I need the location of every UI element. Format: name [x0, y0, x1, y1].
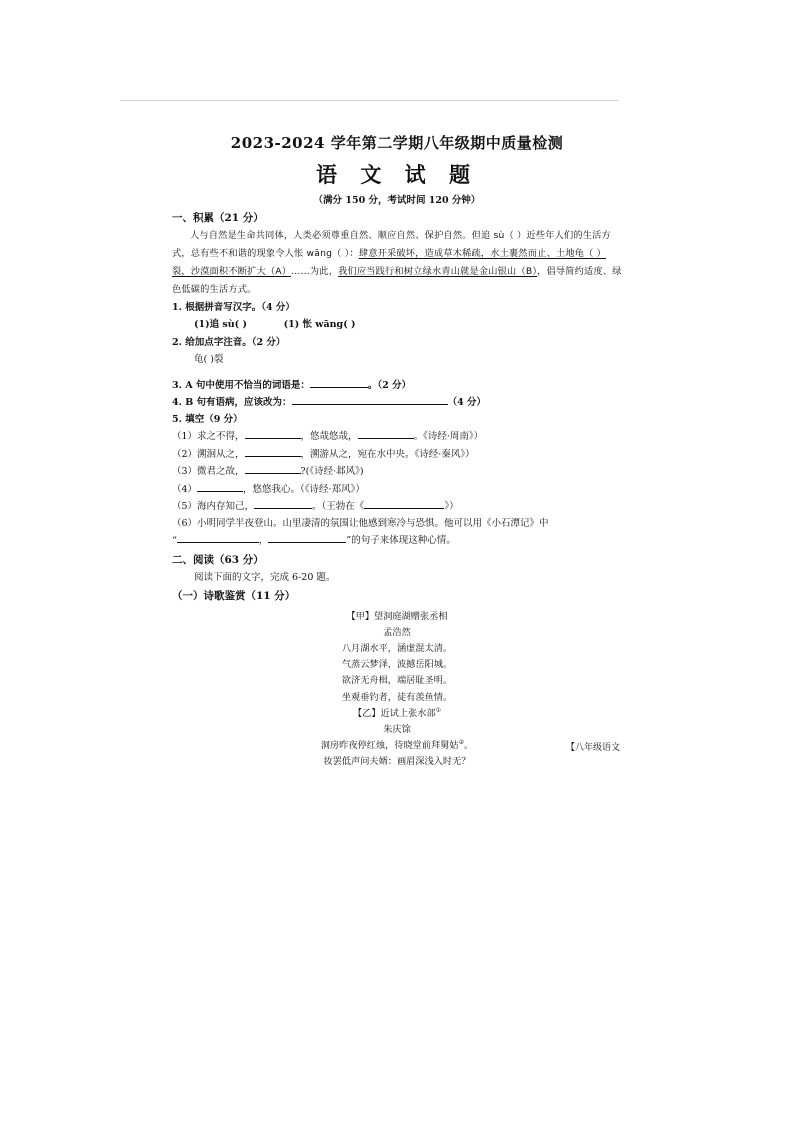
fill-item-6-text-a: （6）小明同学半夜登山。山里凄清的氛围让他感到寒冷与恐惧。他可以用《小石潭记》中 [172, 517, 549, 529]
fill-item-1 [172, 428, 622, 446]
question-1-label: 1. 根据拼音写汉字。（4 分） [172, 302, 295, 313]
question-2-item[interactable]: 龟( )裂 [194, 354, 224, 365]
page-footer: 【八年级语文 [566, 743, 621, 753]
fill-item-3-text-b: ?(《诗经·邶风》) [300, 466, 364, 477]
fill-item-2-text-b: ，溯游从之，宛在水中央。《诗经·秦风》） [300, 448, 475, 460]
fill-item-1-blank-2[interactable] [358, 428, 414, 439]
poem2-title: 【乙】近试上张水部 [352, 707, 436, 719]
question-2-label: 2. 给加点字注音。（2 分） [172, 337, 286, 348]
poem1-title: 【甲】望洞庭湖赠张丞相 [346, 610, 448, 622]
poem2-line-1-end: 。 [464, 740, 474, 752]
section2-intro: 阅读下面的文字，完成 6-20 题。 [194, 571, 336, 583]
poem1-line-2: 气蒸云梦泽，波撼岳阳城。 [341, 659, 453, 671]
question-3 [172, 377, 622, 394]
fill-item-4-text-b: ，悠悠我心。（《诗经·郑风》） [243, 483, 365, 495]
fill-item-6-blank-1[interactable] [177, 532, 259, 543]
poem2-line-1-text: 洞房昨夜停红烛，待晓堂前拜舅姑 [320, 740, 459, 752]
poem2-note-2: ② [458, 739, 464, 747]
question-4-answer-blank[interactable] [292, 394, 448, 405]
fill-item-5 [172, 498, 622, 516]
section2-sub-heading: （一）诗歌鉴赏（11 分） [172, 589, 296, 602]
poem2-note-1: ① [435, 706, 442, 714]
fill-item-6 [172, 516, 622, 533]
fill-item-5-blank-1[interactable] [254, 498, 312, 509]
fill-item-5-text-b: 。（王勃在《 [312, 501, 365, 512]
fill-item-5-blank-2[interactable] [364, 498, 444, 509]
fill-item-6-quote-open: “ [172, 535, 177, 546]
fill-item-3 [172, 463, 622, 481]
question-1-item-a[interactable]: (1)追 sù( ) [194, 319, 247, 330]
fill-item-4 [172, 481, 622, 499]
question-4-tail: （4 分） [447, 397, 486, 408]
fill-item-2-blank[interactable] [245, 446, 301, 457]
poem1-line-1: 八月湖水平，涵虚混太清。 [341, 642, 453, 654]
exam-title: 2023-2024 学年第二学期八年级期中质量检测 [230, 134, 564, 152]
poem1-author: 孟浩然 [383, 626, 411, 638]
poem2-title-row [172, 706, 622, 722]
question-3-tail: 。（2 分） [367, 380, 412, 391]
question-4 [172, 394, 622, 411]
poem2-author: 朱庆馀 [383, 723, 411, 735]
question-1-item-b[interactable]: (1) 怅 wāng( ) [283, 319, 356, 330]
fill-item-5-text-a: （5）海内存知己， [172, 501, 255, 512]
passage-part2: ……为此， [291, 266, 339, 277]
question-3-label: 3. A 句中使用不恰当的词语是： [172, 380, 310, 391]
fill-item-6-text-d: ”的句子来体现这种心情。 [346, 535, 456, 546]
fill-item-2 [172, 446, 622, 464]
section1-passage [172, 227, 622, 299]
fill-item-3-blank[interactable] [245, 463, 301, 474]
poem2-line-1 [172, 738, 622, 754]
section2-heading: 二、阅读（63 分） [172, 553, 264, 566]
fill-item-2-text-a: （2）溯洄从之， [172, 448, 245, 460]
passage-part3: ，倡导简约适度、绿色低碳的生活方式。 [172, 266, 622, 295]
subject-title: 语 文 试 题 [316, 162, 478, 187]
fill-item-1-text-b: ，悠哉悠哉， [300, 431, 358, 442]
question-1-answers [172, 316, 622, 334]
fill-item-1-blank-1[interactable] [245, 428, 301, 439]
fill-item-6-comma: ， [258, 535, 269, 546]
passage-part1: 人与自然是生命共同体，人类必须尊重自然、顺应自然、保护自然。但追 sù（ ）近些年人们的生活方式，总有些不和谐的现象令人怅 wāng（ ）： [172, 230, 611, 259]
fill-item-1-text-c: 。《诗经·周南》） [413, 431, 484, 442]
fill-item-3-text-a: （3）微君之故， [172, 466, 245, 477]
poem1-line-4: 坐观垂钓者，徒有羡鱼情。 [341, 691, 453, 703]
passage-sentence-a: 肆意开采破坏，造成草木稀疏，水土裹然而止、土地龟（ ）裂，沙漠面积不断扩大（A） [172, 248, 607, 277]
top-divider [120, 100, 618, 101]
exam-page [172, 132, 622, 771]
passage-sentence-b: 我们应当践行和树立绿水青山就是金山银山（B） [338, 266, 538, 277]
fill-item-1-text-a: （1）求之不得， [172, 431, 245, 442]
question-4-label: 4. B 句有语病，应该改为： [172, 397, 292, 408]
exam-info: （满分 150 分，考试时间 120 分钟） [313, 195, 481, 206]
fill-item-4-blank[interactable] [197, 481, 243, 492]
poem1-line-3: 欲济无舟楫，端居耻圣明。 [341, 675, 453, 687]
question-3-answer-blank[interactable] [310, 377, 368, 388]
fill-item-4-text-a: （4） [172, 483, 198, 495]
poem2-line-2: 妆罢低声问夫婿：画眉深浅入时无？ [323, 756, 471, 768]
question-5-label: 5. 填空（9 分） [172, 414, 243, 425]
fill-item-6-continued [172, 532, 622, 550]
fill-item-5-text-c: 》） [444, 501, 459, 512]
fill-item-6-blank-2[interactable] [268, 532, 346, 543]
section1-heading: 一、积累（21 分） [172, 212, 264, 224]
